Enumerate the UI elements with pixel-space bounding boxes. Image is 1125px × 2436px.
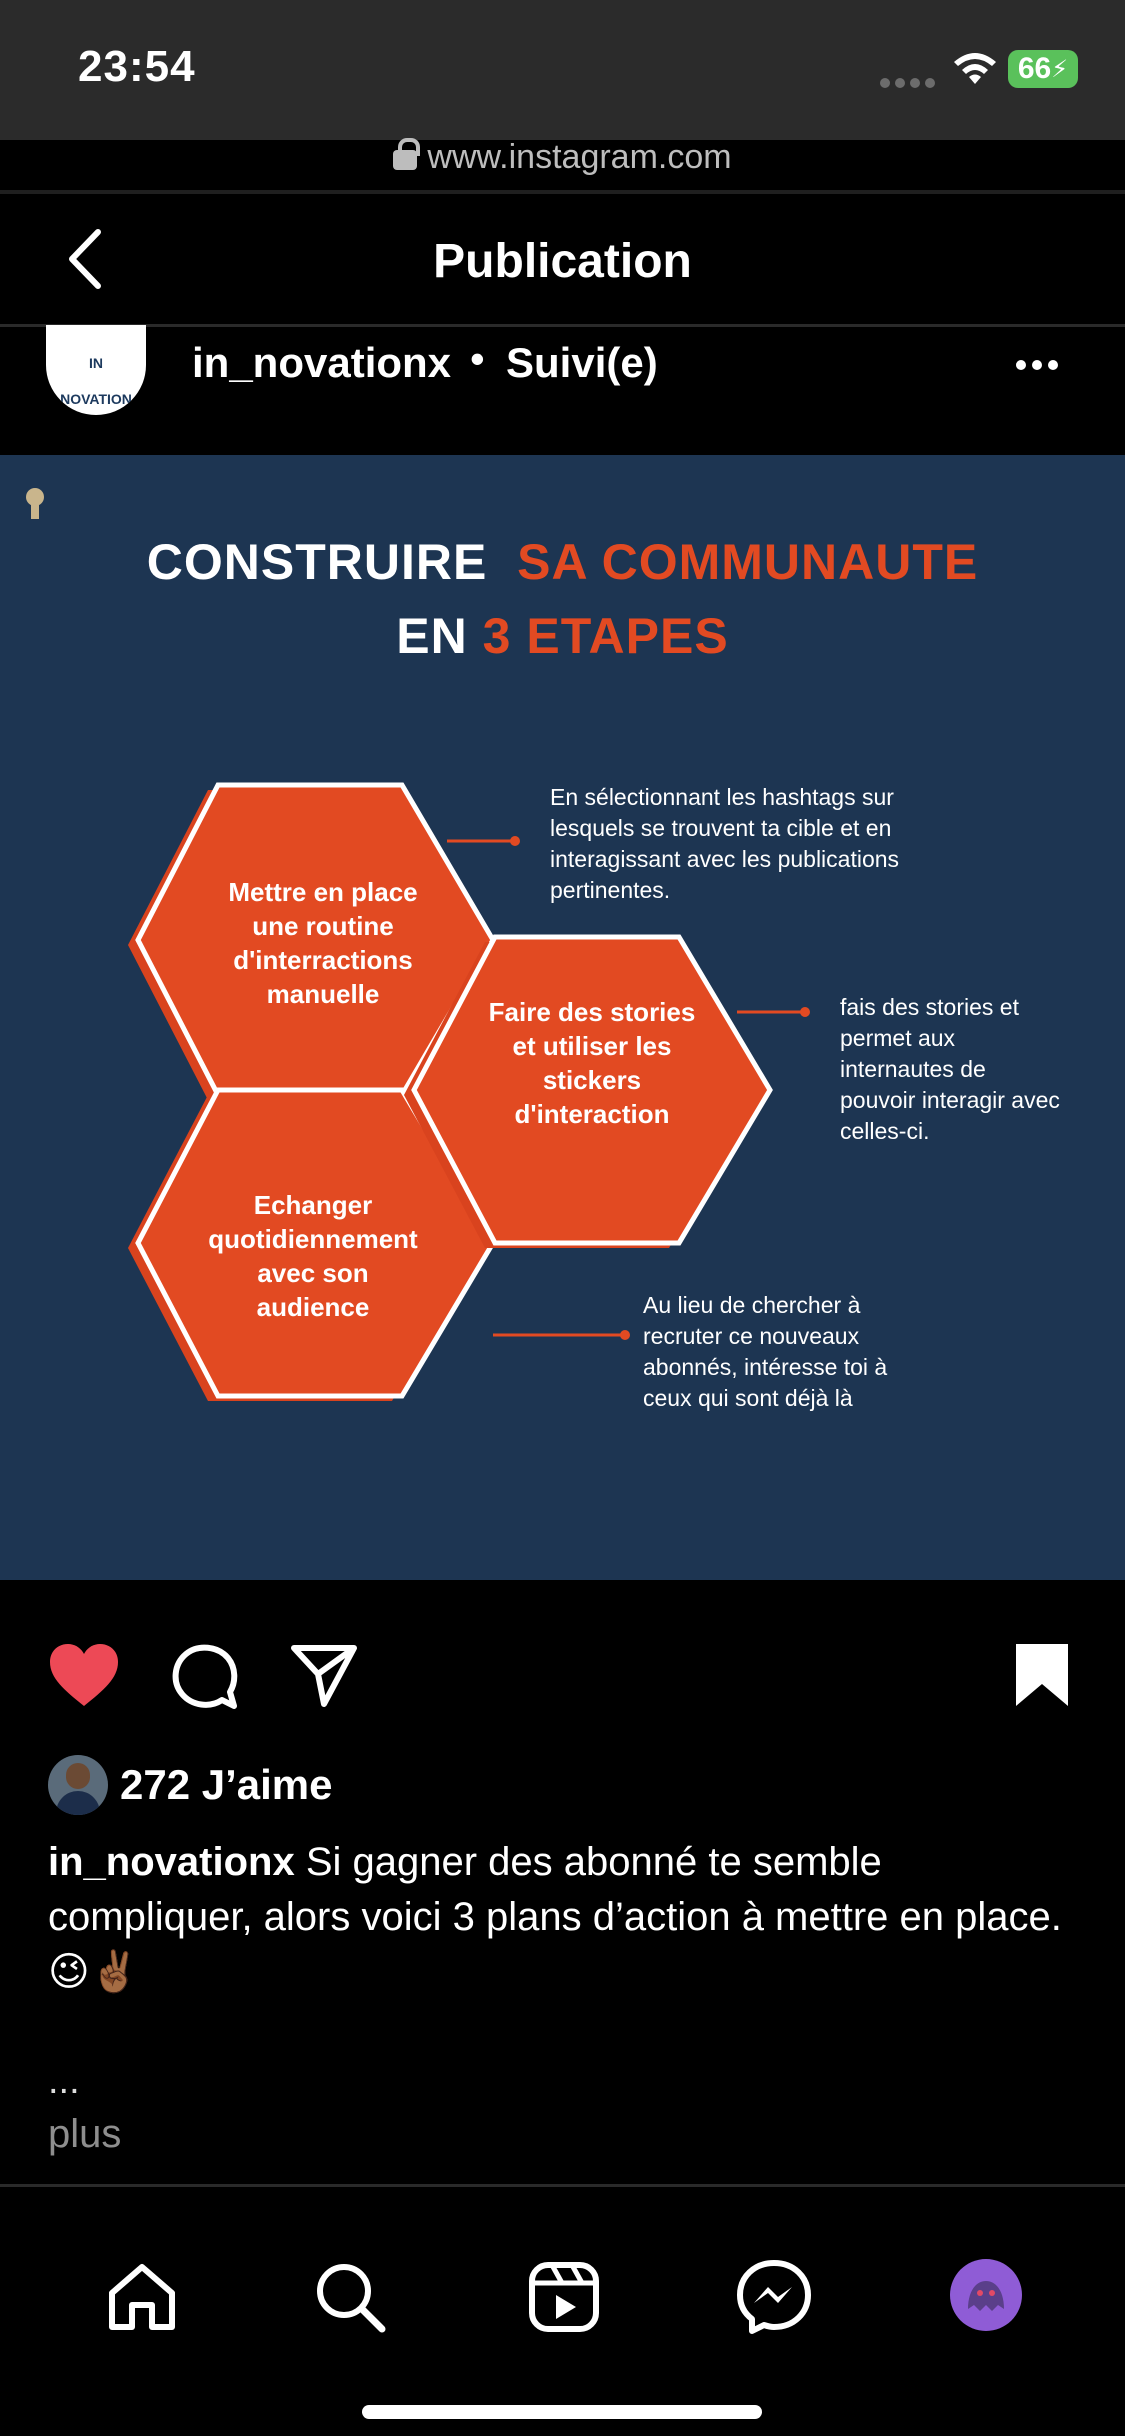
search-icon[interactable]: [310, 2257, 390, 2337]
connector-dot: [510, 836, 520, 846]
note-3: Au lieu de chercher à recruter ce nouveaux abonnés, intéresse toi à ceux qui sont déjà là: [643, 1292, 888, 1411]
avatar-logo: IN NOVATION: [60, 355, 132, 407]
messenger-icon[interactable]: [734, 2257, 814, 2337]
signal-icon: [880, 75, 940, 85]
bottom-navigation: [0, 2187, 1125, 2436]
caption-ellipsis: ...: [48, 2060, 80, 2102]
dot-separator: •: [470, 335, 485, 382]
connector-dot: [800, 1007, 810, 1017]
more-options-icon[interactable]: [1016, 357, 1066, 369]
url-bar[interactable]: [0, 138, 1125, 177]
reels-icon[interactable]: [524, 2257, 604, 2337]
title-part-accent: 3 ETAPES: [482, 608, 729, 664]
note-1: En sélectionnant les hashtags sur lesquels se trouvent ta cible et en interagissant avec les publications pertinentes.: [550, 784, 900, 903]
home-indicator: [362, 2405, 762, 2419]
page-title: Publication: [433, 235, 692, 288]
author-username[interactable]: in_novationx: [192, 339, 452, 386]
ghost-avatar-icon: [964, 2275, 1008, 2315]
hexagon-3-label: Echanger quotidiennement avec son audience: [208, 1190, 418, 1322]
likes-count[interactable]: 272 J’aime: [120, 1761, 333, 1808]
hexagon-1-label: Mettre en place une routine d'interractions manuelle: [228, 877, 418, 1009]
comment-icon[interactable]: [168, 1640, 240, 1712]
heart-filled-icon[interactable]: [46, 1640, 122, 1710]
wifi-icon: [950, 48, 1000, 88]
post-author-row: [0, 327, 1125, 455]
battery-indicator: 66 ⚡: [1008, 50, 1078, 88]
title-part: EN: [396, 608, 468, 664]
post-caption: [48, 1835, 1088, 2000]
post-image[interactable]: [0, 455, 1125, 1580]
lock-icon: [393, 150, 417, 170]
hexagon-2-label: Faire des stories et utiliser les stickers d'interaction: [488, 997, 696, 1129]
title-part: CONSTRUIRE: [146, 534, 488, 590]
send-icon[interactable]: [288, 1640, 360, 1712]
status-time: 23:54: [78, 42, 196, 91]
title-part-accent: SA COMMUNAUTE: [517, 534, 979, 590]
note-2: fais des stories et permet aux internautes de pouvoir interagir avec celles-ci.: [840, 994, 1060, 1144]
caption-more-link[interactable]: plus: [48, 2112, 122, 2156]
post-actions: [0, 1580, 1125, 1760]
profile-avatar[interactable]: [950, 2259, 1022, 2331]
connector-dot: [620, 1330, 630, 1340]
home-icon[interactable]: [102, 2257, 182, 2337]
status-bar: [0, 0, 1125, 176]
follow-status-button[interactable]: Suivi(e): [506, 339, 658, 386]
caption-username[interactable]: in_novationx: [48, 1840, 295, 1884]
caption-text: Si gagner des abonné te semble compliquer, alors voici 3 plans d’action à mettre en place.😉✌🏾: [48, 1840, 1062, 1994]
liker-avatar: [48, 1755, 108, 1815]
page-header: [0, 194, 1125, 324]
url-text: www.instagram.com: [427, 138, 732, 176]
bookmark-icon[interactable]: [1012, 1640, 1072, 1710]
author-avatar[interactable]: [46, 325, 146, 415]
battery-level: 66: [1017, 52, 1052, 85]
